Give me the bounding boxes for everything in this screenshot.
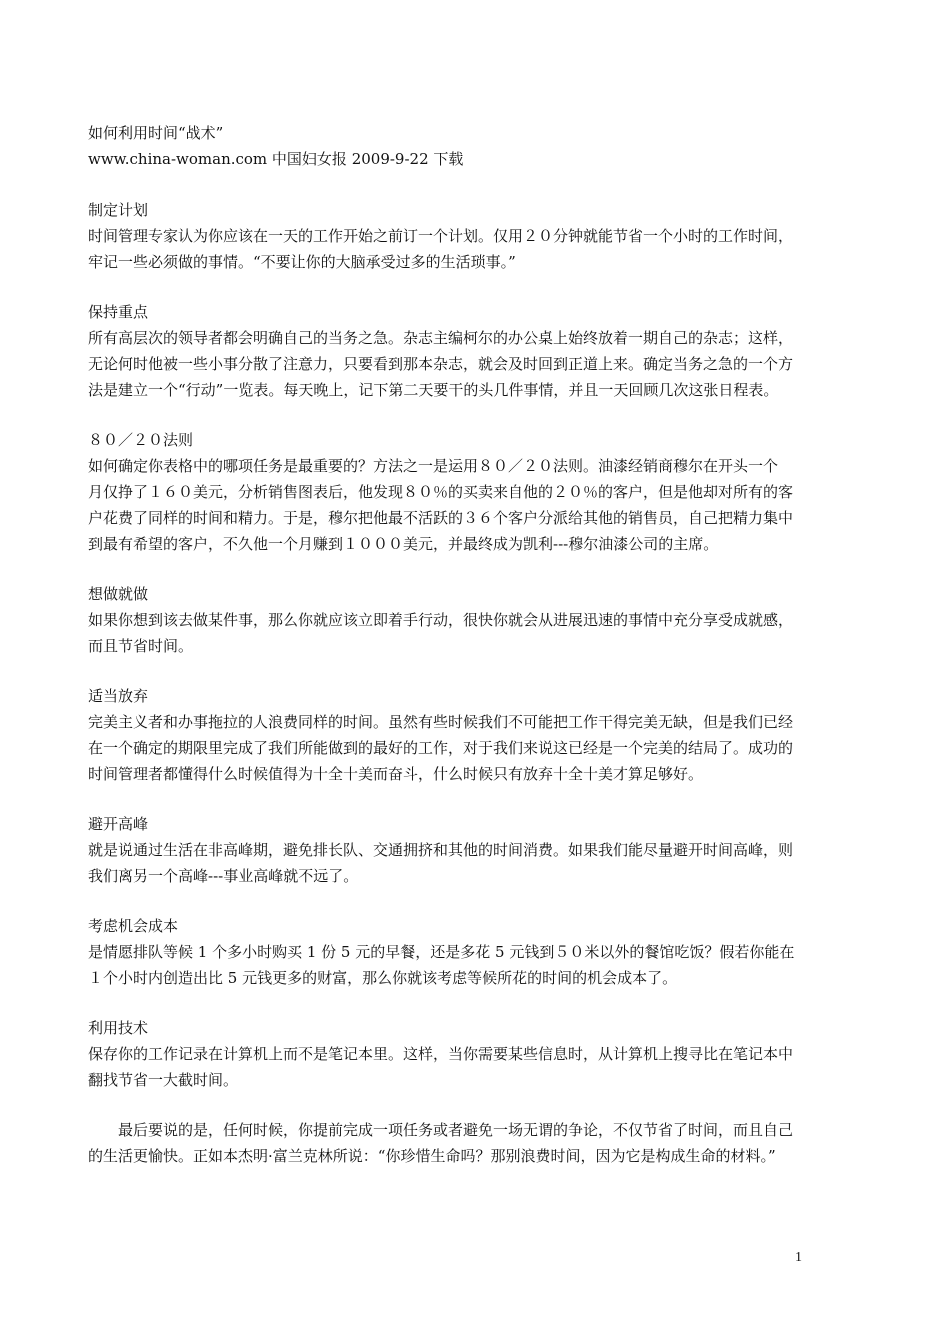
- closing-paragraph: [88, 1117, 864, 1169]
- section-let-go: [88, 683, 864, 787]
- section-text-line: 翻找节省一大截时间。: [88, 1071, 239, 1089]
- section-text-line: １个小时内创造出比 5 元钱更多的财富，那么你就该考虑等候所花的时间的机会成本了。: [88, 969, 678, 987]
- section-heading: 考虑机会成本: [88, 917, 179, 935]
- closing-text-line: 的生活更愉快。正如本杰明·富兰克林所说：“你珍惜生命吗？那别浪费时间，因为它是构成生命的材料。”: [88, 1147, 776, 1165]
- section-heading: ８０／２０法则: [88, 431, 194, 449]
- section-text-line: 到最有希望的客户，不久他一个月赚到１０００美元，并最终成为凯利---穆尔油漆公司的主席。: [88, 535, 719, 553]
- section-text-line: 是情愿排队等候 1 个多小时购买 1 份 5 元的早餐，还是多花 5 元钱到５０米以外的餐馆吃饭？假若你能在: [88, 943, 795, 961]
- section-text-line: 如何确定你表格中的哪项任务是最重要的？方法之一是运用８０／２０法则。油漆经销商穆尔在开头一个: [88, 457, 779, 475]
- section-text-line: 牢记一些必须做的事情。“不要让你的大脑承受过多的生活琐事。”: [88, 253, 516, 271]
- article-title: 如何利用时间“战术”: [88, 124, 224, 142]
- document-page: [88, 120, 864, 1169]
- section-text-line: 保存你的工作记录在计算机上而不是笔记本里。这样，当你需要某些信息时，从计算机上搜寻比在笔记本中: [88, 1045, 794, 1063]
- article-source: www.china-woman.com 中国妇女报 2009-9-22 下载: [88, 150, 464, 168]
- section-avoid-peak: [88, 811, 864, 889]
- section-text-line: 完美主义者和办事拖拉的人浪费同样的时间。虽然有些时候我们不可能把工作干得完美无缺，但是我们已经: [88, 713, 794, 731]
- section-80-20-rule: [88, 427, 864, 557]
- closing-text-line: 最后要说的是，任何时候，你提前完成一项任务或者避免一场无谓的争论，不仅节省了时间，而且自己: [118, 1121, 794, 1139]
- section-heading: 想做就做: [88, 585, 149, 603]
- section-heading: 避开高峰: [88, 815, 149, 833]
- section-heading: 制定计划: [88, 201, 149, 219]
- section-text-line: 户花费了同样的时间和精力。于是，穆尔把他最不活跃的３６个客户分派给其他的销售员，自己把精力集中: [88, 509, 794, 527]
- section-text-line: 我们离另一个高峰---事业高峰就不远了。: [88, 867, 359, 885]
- section-text-line: 如果你想到该去做某件事，那么你就应该立即着手行动，很快你就会从进展迅速的事情中充分享受成就感，: [88, 611, 794, 629]
- section-act-now: [88, 581, 864, 659]
- section-text-line: 时间管理专家认为你应该在一天的工作开始之前订一个计划。仅用２０分钟就能节省一个小时的工作时间，: [88, 227, 794, 245]
- page-number: 1: [795, 1250, 802, 1265]
- section-heading: 适当放弃: [88, 687, 149, 705]
- section-text-line: 而且节省时间。: [88, 637, 194, 655]
- section-opportunity-cost: [88, 913, 864, 991]
- section-heading: 保持重点: [88, 303, 149, 321]
- section-focus: [88, 299, 864, 403]
- document-header: [88, 120, 864, 172]
- section-text-line: 在一个确定的期限里完成了我们所能做到的最好的工作，对于我们来说这已经是一个完美的结局了。成功的: [88, 739, 794, 757]
- section-text-line: 月仅挣了１６０美元，分析销售图表后，他发现８０％的买卖来自他的２０％的客户，但是他却对所有的客: [88, 483, 794, 501]
- section-text-line: 所有高层次的领导者都会明确自己的当务之急。杂志主编柯尔的办公桌上始终放着一期自己的杂志；这样，: [88, 329, 794, 347]
- section-plan: [88, 197, 864, 275]
- section-text-line: 无论何时他被一些小事分散了注意力，只要看到那本杂志，就会及时回到正道上来。确定当务之急的一个方: [88, 355, 794, 373]
- section-text-line: 法是建立一个“行动”一览表。每天晚上，记下第二天要干的头几件事情，并且一天回顾几次这张日程表。: [88, 381, 779, 399]
- section-text-line: 就是说通过生活在非高峰期，避免排长队、交通拥挤和其他的时间消费。如果我们能尽量避开时间高峰，则: [88, 841, 794, 859]
- section-heading: 利用技术: [88, 1019, 149, 1037]
- section-text-line: 时间管理者都懂得什么时候值得为十全十美而奋斗，什么时候只有放弃十全十美才算足够好。: [88, 765, 704, 783]
- section-use-technology: [88, 1015, 864, 1093]
